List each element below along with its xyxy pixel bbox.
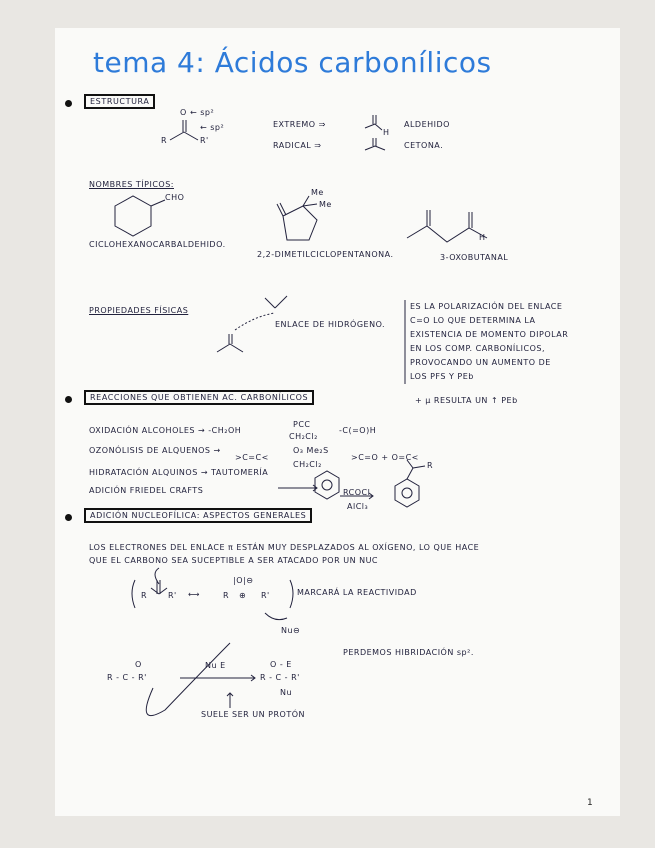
res-r3: R <box>223 591 230 600</box>
label-o: O <box>180 108 187 117</box>
label-rcocl: RCOCl <box>343 488 371 497</box>
mech-nu: Nu <box>280 688 293 697</box>
label-r-prime: R' <box>200 136 209 145</box>
adicion-p1: LOS ELECTRONES DEL ENLACE π ESTÁN MUY DESPLAZADOS AL OXÍGENO, LO QUE HACE <box>89 543 480 552</box>
res-r2: R' <box>168 591 177 600</box>
label-alcl3: AlCl₃ <box>347 502 369 511</box>
bullet-adicion <box>65 514 72 521</box>
label-r: R <box>161 136 168 145</box>
note-line-5: PROVOCANDO UN AUMENTO DE <box>410 358 551 367</box>
label-h: H <box>383 128 390 137</box>
page-title: tema 4: Ácidos carbonílicos <box>93 46 492 79</box>
label-ozonolisis: OZONÓLISIS DE ALQUENOS → <box>89 446 221 455</box>
note-line-4: EN LOS COMP. CARBONÍLICOS, <box>410 344 546 353</box>
note-line-1: ES LA POLARIZACIÓN DEL ENLACE <box>410 302 563 311</box>
label-sp2-top: ← sp² <box>190 108 215 117</box>
section-reacciones: REACCIONES QUE OBTIENEN AC. CARBONÍLICOS <box>84 390 314 405</box>
label-c-eq-c: >C=C< <box>235 453 269 462</box>
label-r-acyl: R <box>427 461 434 470</box>
res-arrow: ⟷ <box>188 590 200 599</box>
adicion-p2: QUE EL CARBONO SEA SUCEPTIBLE A SER ATACADO POR UN NUC <box>89 556 379 565</box>
label-oxobutanal: 3-OXOBUTANAL <box>440 253 509 262</box>
label-cho: CHO <box>165 193 185 202</box>
label-pcc: PCC <box>293 420 311 429</box>
section-estructura: ESTRUCTURA <box>84 94 155 109</box>
note-line-2: C=O LO QUE DETERMINA LA <box>410 316 536 325</box>
mech-nu-e: Nu E <box>205 661 226 670</box>
label-ozon-prod: >C=O + O=C< <box>351 453 419 462</box>
label-nu: Nu⊖ <box>281 626 301 635</box>
label-oxid-prod: -C(=O)H <box>339 426 377 435</box>
label-perdemos: PERDEMOS HIBRIDACIÓN sp². <box>343 648 474 657</box>
mech-right: R - C - R' <box>260 673 300 682</box>
label-enlace-h: ENLACE DE HIDRÓGENO. <box>275 320 386 329</box>
label-radical: RADICAL ⇒ <box>273 141 322 150</box>
label-cetona: CETONA. <box>404 141 444 150</box>
mech-left: R - C - R' <box>107 673 147 682</box>
label-oxidacion: OXIDACIÓN ALCOHOLES → -CH₂OH <box>89 426 242 435</box>
label-suele: SUELE SER UN PROTÓN <box>201 710 306 719</box>
page-number: 1 <box>587 798 593 808</box>
res-ominus: |O|⊖ <box>233 576 254 585</box>
label-marcara: MARCARÁ LA REACTIVIDAD <box>297 588 417 597</box>
label-h-oxo: H <box>479 233 486 242</box>
label-ch2cl2: CH₂Cl₂ <box>289 432 318 441</box>
note-extra: + μ RESULTA UN ↑ PEb <box>415 396 518 405</box>
note-line-3: EXISTENCIA DE MOMENTO DIPOLAR <box>410 330 569 339</box>
label-friedel-crafts: ADICIÓN FRIEDEL CRAFTS <box>89 486 204 495</box>
label-o3: O₃ Me₂S <box>293 446 329 455</box>
nombres-heading: NOMBRES TÍPICOS: <box>89 180 174 189</box>
propiedades-heading: PROPIEDADES FÍSICAS <box>89 306 189 315</box>
section-adicion: ADICIÓN NUCLEOFÍLICA: ASPECTOS GENERALES <box>84 508 312 523</box>
res-r4: R' <box>261 591 270 600</box>
res-cplus: ⊕ <box>239 591 247 600</box>
bullet-reacciones <box>65 396 72 403</box>
mech-o: O <box>135 660 142 669</box>
label-aldehido: ALDEHIDO <box>404 120 450 129</box>
label-extremo: EXTREMO ⇒ <box>273 120 326 129</box>
mech-right-top: O - E <box>270 660 292 669</box>
label-sp2-mid: ← sp² <box>200 123 225 132</box>
label-dimetil: 2,2-DIMETILCICLOPENTANONA. <box>257 250 394 259</box>
label-ciclohexano: CICLOHEXANOCARBALDEHIDO. <box>89 240 226 249</box>
drawings <box>55 28 620 816</box>
label-hidratacion: HIDRATACIÓN ALQUINOS → TAUTOMERÍA <box>89 468 269 477</box>
note-line-6: LOS PFS Y PEb <box>410 372 474 381</box>
label-me1: Me <box>311 188 324 197</box>
notebook-page <box>55 28 620 816</box>
label-ch2cl2b: CH₂Cl₂ <box>293 460 322 469</box>
res-r1: R <box>141 591 148 600</box>
label-me2: Me <box>319 200 332 209</box>
